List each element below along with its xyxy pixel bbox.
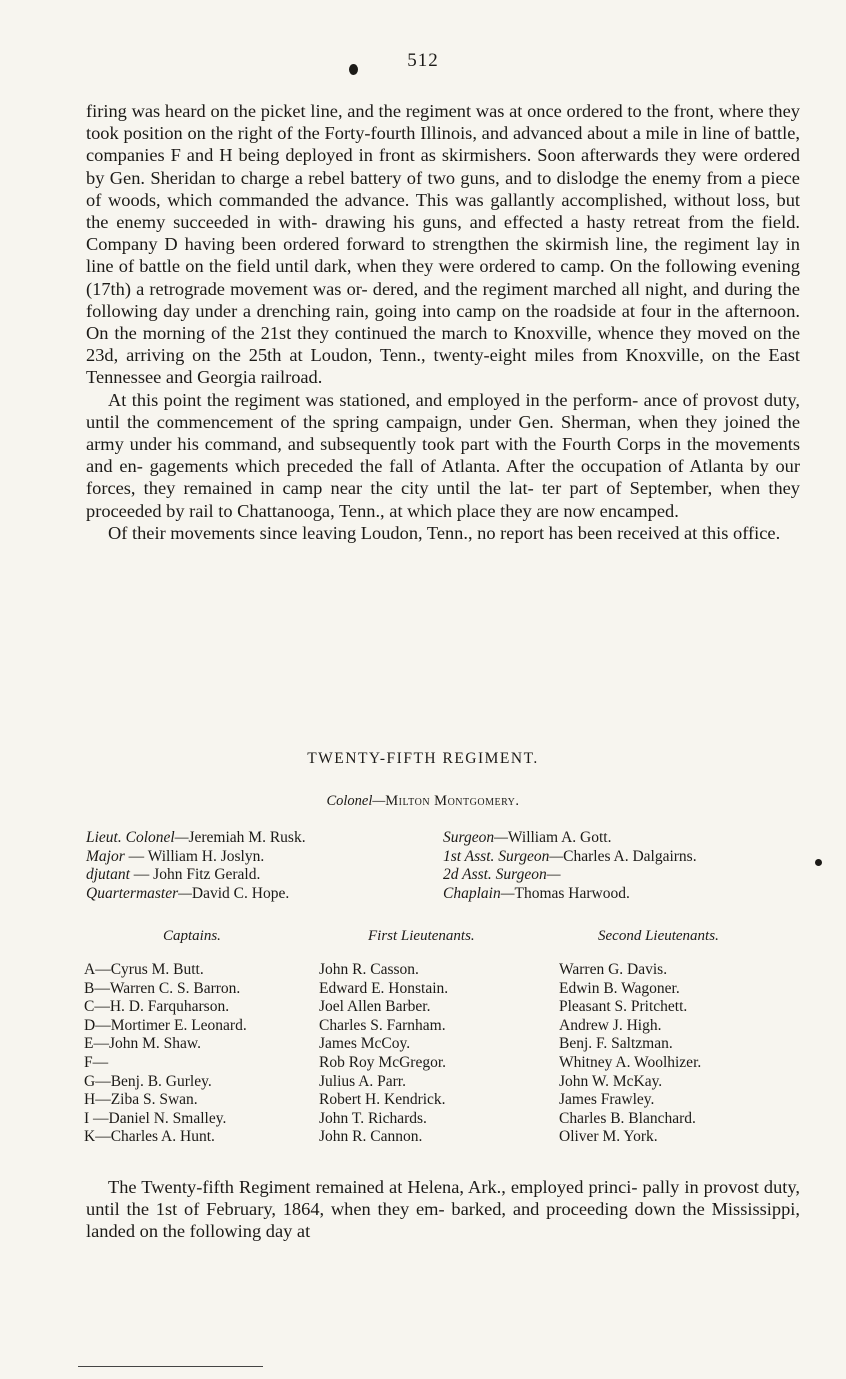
footer-rule	[78, 1366, 263, 1367]
text-line: to the front, where they took position on the right of the Forty-fourth	[86, 101, 800, 144]
paragraph-helena	[86, 1176, 800, 1243]
staff-name: — John Fitz Gerald.	[129, 866, 261, 883]
text-line: at which place they are now encamped.	[389, 500, 679, 521]
staff-row	[86, 848, 306, 867]
staff-list-left	[86, 829, 306, 903]
text-line: ter part of September, when they proceeded by rail to Chattanooga, Tenn.,	[86, 478, 800, 521]
text-line: Georgia railroad.	[197, 367, 323, 388]
text-line: being deployed in front as skirmishers. Soon afterwards they were ordered	[238, 145, 800, 166]
captains-header: Captains.	[163, 928, 221, 944]
second-lieutenant-entry: Benj. F. Saltzman.	[559, 1035, 673, 1053]
text-line: under Gen. Sherman, when they joined the army under his command, and	[86, 411, 800, 455]
captain-entry: F—	[84, 1053, 109, 1071]
staff-role: Chaplain—	[443, 884, 515, 902]
staff-row	[86, 866, 306, 885]
second-lieutenant-entry: Oliver M. York.	[559, 1128, 658, 1146]
second-lieutenant-entry: John W. McKay.	[559, 1072, 663, 1090]
staff-role: Quartermaster—	[86, 884, 192, 902]
staff-row	[443, 866, 697, 885]
first-lieutenant-entry: Charles S. Farnham.	[319, 1016, 446, 1034]
text-line: pally in provost duty, until the 1st of February, 1864, when they em-	[86, 1177, 800, 1220]
colonel-name: Milton Montgomery.	[385, 793, 520, 809]
text-line: the enemy from a piece of woods, which commanded the advance. This	[86, 167, 800, 210]
text-line: The Twenty-fifth Regiment remained at Helena, Ark., employed princi-	[108, 1177, 638, 1197]
colonel-line	[0, 793, 846, 810]
staff-role: Lieut. Colonel—	[86, 829, 189, 846]
paragraph-no-report	[86, 522, 800, 544]
text-line: Tenn., twenty-eight miles from Knoxville, on the East Tennessee and	[86, 345, 801, 388]
second-lieutenants-header: Second Lieutenants.	[598, 928, 719, 944]
text-line: Knoxville, whence they moved on the 23d, arriving on the 25th at Loudon,	[86, 323, 800, 366]
staff-name: Charles A. Dalgairns.	[563, 847, 697, 865]
text-line: Atlanta by our forces, they remained in camp near the city until the lat-	[86, 456, 800, 499]
body-text-bottom	[86, 1176, 800, 1243]
text-line: firing was heard on the picket line, and the regiment was at once ordered	[86, 101, 623, 121]
text-line: At this point the regiment was stationed, and employed in the perform-	[108, 389, 639, 410]
staff-name: David C. Hope.	[191, 884, 290, 902]
staff-name: William A. Gott.	[507, 829, 612, 846]
staff-role: 2d Asst. Surgeon—	[443, 866, 561, 883]
body-text-top	[86, 100, 800, 544]
text-line: received at this office.	[617, 522, 781, 543]
staff-role: djutant	[86, 866, 130, 883]
text-line: was gallantly accomplished, without loss, but the enemy succeeded in with-	[86, 189, 800, 233]
second-lieutenant-entry: Edwin B. Wagoner.	[559, 979, 680, 997]
page-number: 512	[407, 50, 439, 71]
text-line: lay in line of battle on the field until dark, when they were ordered to	[86, 234, 800, 277]
captains-list	[84, 961, 247, 1147]
text-line: Of their movements since leaving Loudon, Tenn., no report has been	[108, 522, 613, 543]
staff-name: Thomas Harwood.	[514, 884, 630, 902]
second-lieutenant-entry: Whitney A. Woolhizer.	[559, 1053, 702, 1071]
text-line: dered, and the regiment marched all night, and during the following day	[86, 278, 800, 321]
second-lieutenant-entry: James Frawley.	[559, 1091, 655, 1109]
text-line: afternoon. On the morning of the 21st they continued the march to	[86, 300, 800, 344]
staff-row	[443, 829, 697, 848]
staff-role: Major	[86, 847, 125, 865]
staff-row	[443, 848, 697, 867]
text-line: Illinois, and advanced about a mile in line of battle, companies F and H	[86, 123, 800, 166]
first-lieutenant-entry: John R. Cannon.	[319, 1128, 423, 1146]
second-lieutenant-entry: Warren G. Davis.	[559, 961, 668, 978]
first-lieutenant-entry: James McCoy.	[319, 1035, 411, 1053]
ink-blot	[815, 859, 822, 866]
text-line: ance of provost duty, until the commencement of the spring campaign,	[86, 389, 800, 432]
continued-paragraph	[86, 100, 800, 389]
first-lieutenant-entry: Joel Allen Barber.	[319, 998, 431, 1016]
first-lieutenants-list	[319, 961, 448, 1147]
text-line: under a drenching rain, going into camp on the roadside at four in the	[195, 300, 720, 321]
captain-entry: K—Charles A. Hunt.	[84, 1128, 215, 1146]
text-line: barked, and proceeding down the Mississippi, landed on the following day at	[86, 1199, 800, 1242]
second-lieutenant-entry: Charles B. Blanchard.	[559, 1109, 696, 1127]
first-lieutenant-entry: John R. Casson.	[319, 961, 419, 978]
staff-row	[86, 829, 306, 848]
first-lieutenant-entry: Robert H. Kendrick.	[319, 1091, 446, 1109]
text-line: drawing his guns, and effected a hasty retreat from the field. Company D	[86, 212, 800, 255]
staff-row	[443, 885, 697, 904]
captain-entry: H—Ziba S. Swan.	[84, 1091, 198, 1109]
regiment-heading: TWENTY-FIFTH REGIMENT.	[307, 750, 539, 767]
captain-entry: I —Daniel N. Smalley.	[84, 1109, 227, 1127]
second-lieutenant-entry: Pleasant S. Pritchett.	[559, 998, 688, 1016]
captain-entry: A—Cyrus M. Butt.	[84, 961, 204, 978]
first-lieutenant-entry: Julius A. Parr.	[319, 1072, 406, 1090]
colonel-role: Colonel—	[326, 793, 386, 809]
captain-entry: D—Mortimer E. Leonard.	[84, 1016, 247, 1034]
text-line: camp. On the following evening (17th) a retrograde movement was or-	[86, 256, 800, 299]
staff-row	[86, 885, 306, 904]
text-line: gagements which preceded the fall of Atlanta. After the occupation of	[149, 456, 684, 477]
second-lieutenant-entry: Andrew J. High.	[559, 1016, 662, 1034]
paragraph-provost-duty	[86, 389, 800, 522]
first-lieutenants-header: First Lieutenants.	[368, 928, 475, 944]
captain-entry: E—John M. Shaw.	[84, 1035, 201, 1053]
first-lieutenant-entry: Rob Roy McGregor.	[319, 1053, 447, 1071]
first-lieutenant-entry: John T. Richards.	[319, 1109, 427, 1127]
staff-list-right	[443, 829, 697, 903]
captain-entry: C—H. D. Farquharson.	[84, 998, 230, 1016]
text-line: subsequently took part with the Fourth Corps in the movements and en-	[86, 434, 801, 477]
text-line: by Gen. Sheridan to charge a rebel battery of two guns, and to dislodge	[86, 167, 619, 188]
captain-entry: B—Warren C. S. Barron.	[84, 979, 241, 997]
staff-name: — William H. Joslyn.	[124, 847, 265, 865]
second-lieutenants-list	[559, 961, 701, 1147]
staff-name: Jeremiah M. Rusk.	[188, 829, 306, 846]
staff-role: 1st Asst. Surgeon—	[443, 847, 564, 865]
first-lieutenant-entry: Edward E. Honstain.	[319, 979, 449, 997]
captain-entry: G—Benj. B. Gurley.	[84, 1072, 212, 1090]
text-line: having been ordered forward to strengthen the skirmish line, the regiment	[184, 234, 750, 255]
staff-role: Surgeon—	[443, 829, 508, 846]
